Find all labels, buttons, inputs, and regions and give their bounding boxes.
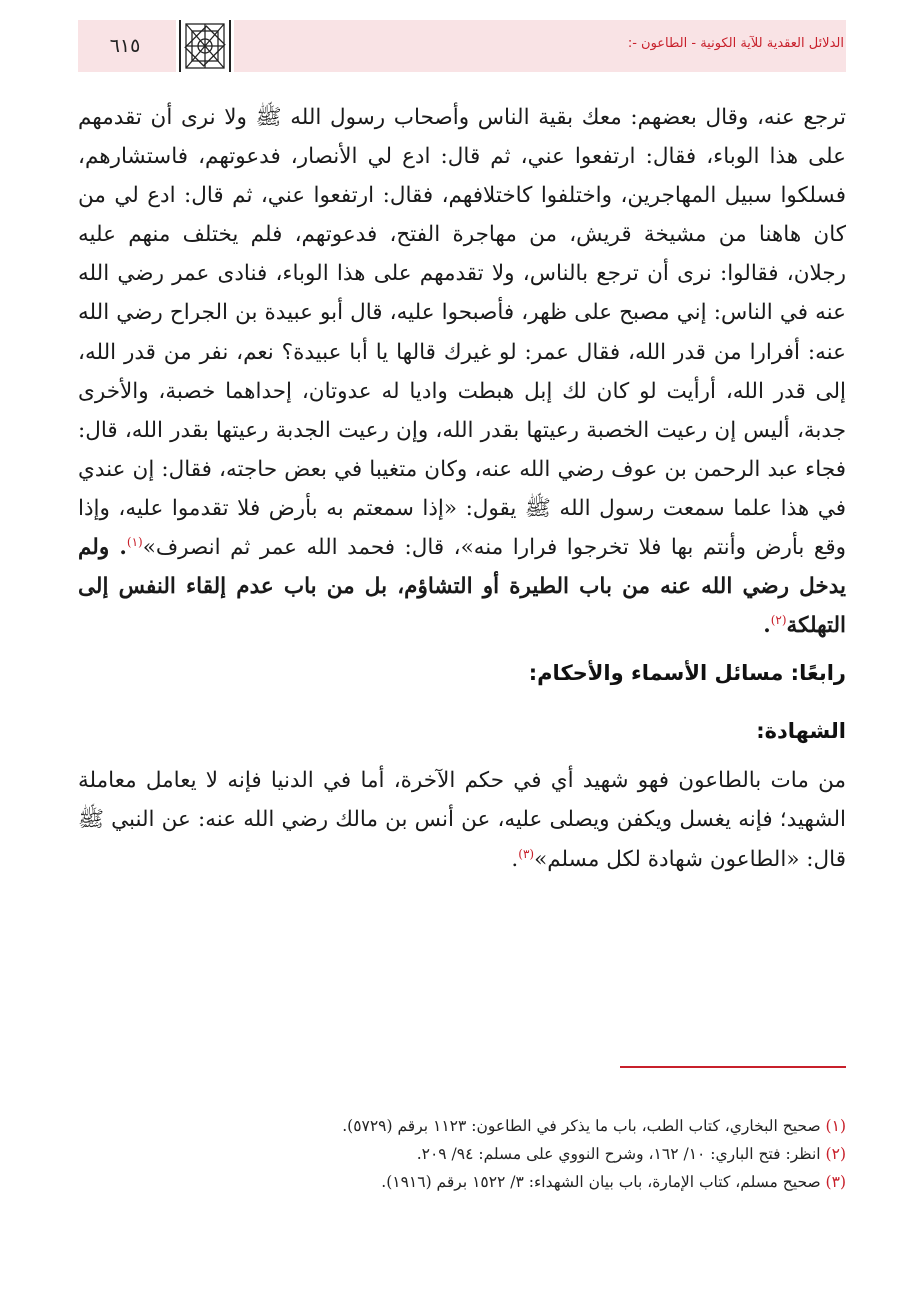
footnote-item	[78, 1112, 846, 1140]
geometric-rosette-ornament-icon	[176, 18, 234, 74]
body-text	[78, 761, 846, 878]
bold-statement: . ولم يدخل رضي الله عنه من باب الطيرة أو التشاؤم، بل من باب عدم إلقاء النفس إلى التهلكة	[78, 535, 846, 639]
footnote-mark: (٣)	[825, 1173, 846, 1191]
paragraph-martyrdom	[78, 761, 846, 878]
paragraph-text: من مات بالطاعون فهو شهيد أي في حكم الآخرة، أما في الدنيا فإنه لا يعامل معاملة الشهيد؛ فإنه يغسل ويكفن ويصلى عليه، عن أنس بن مالك رضي الله عنه: عن النبي ﷺ قال: «الطاعون شهادة لكل مسلم»	[78, 768, 846, 872]
section-heading: رابعًا: مسائل الأسماء والأحكام:	[528, 661, 846, 686]
subsection-heading: الشهادة:	[756, 719, 846, 744]
page-number: ٦١٥	[109, 35, 141, 57]
footnote-item	[78, 1140, 846, 1168]
footnote-ref[interactable]: (٣)	[518, 846, 535, 861]
footnote-separator	[620, 1066, 846, 1068]
paragraph-text: ترجع عنه، وقال بعضهم: معك بقية الناس وأصحاب رسول الله ﷺ ولا نرى أن تقدمهم على هذا الوباء، فقال: ارتفعوا عني، ثم قال: ادع لي الأنصار، فدعوتهم، فاستشارهم، فسلكوا سبيل المهاجرين، واختلفوا كاختلافهم، فقال: ارتفعوا عني، ثم قال: ادع لي من كان هاهنا من مشيخة قريش، من مهاجرة الفتح، فدعوتهم، فلم يختلف منهم عليه رجلان، فقالوا: نرى أن ترجع بالناس، ولا تقدمهم على هذا الوباء، فنادى عمر رضي الله عنه في الناس: إني مصبح على ظهر، فأصبحوا عليه، قال أبو عبيدة بن الجراح رضي الله عنه: أفرارا من قدر الله، فقال عمر: لو غيرك قالها يا أبا عبيدة؟ نعم، نفر من قدر الله، إلى قدر الله، أرأيت لو كان لك إبل هبطت واديا له عدوتان، إحداهما خصبة، والأخرى جدبة، أليس إن رعيت الخصبة رعيتها بقدر الله، وإن رعيت الجدبة رعيتها بقدر الله، قال: فجاء عبد الرحمن بن عوف رضي الله عنه، وكان متغيبا في بعض حاجته، فقال: إن عندي في هذا علما سمعت رسول الله ﷺ يقول: «إذا سمعتم به بأرض فلا تقدموا عليه، وإذا وقع بأرض وأنتم بها فلا تخرجوا فرارا منه»، قال: فحمد الله عمر ثم انصرف»	[78, 105, 846, 561]
footnotes	[78, 1112, 846, 1196]
main-content	[78, 98, 846, 879]
footnote-text: صحيح البخاري، كتاب الطب، باب ما يذكر في الطاعون: ١١٢٣ برقم (٥٧٢٩).	[342, 1117, 821, 1135]
paragraph-hadith	[78, 98, 846, 645]
body-text	[78, 98, 846, 645]
sentence-end: .	[511, 846, 519, 872]
footnote-ref[interactable]: (١)	[126, 534, 143, 549]
footnote-text: انظر: فتح الباري: ١٠/ ١٦٢، وشرح النووي على مسلم: ٩٤/ ٢٠٩.	[416, 1145, 821, 1163]
footnote-mark: (٢)	[825, 1145, 846, 1163]
sentence-end: .	[763, 613, 771, 639]
running-title: الدلائل العقدية للآية الكونية - الطاعون -:	[627, 36, 844, 51]
page-header	[78, 20, 846, 72]
footnote-mark: (١)	[825, 1117, 846, 1135]
footnote-text: صحيح مسلم، كتاب الإمارة، باب بيان الشهداء: ٣/ ١٥٢٢ برقم (١٩١٦).	[381, 1173, 821, 1191]
footnote-ref[interactable]: (٢)	[770, 613, 787, 628]
footnote-item	[78, 1168, 846, 1196]
